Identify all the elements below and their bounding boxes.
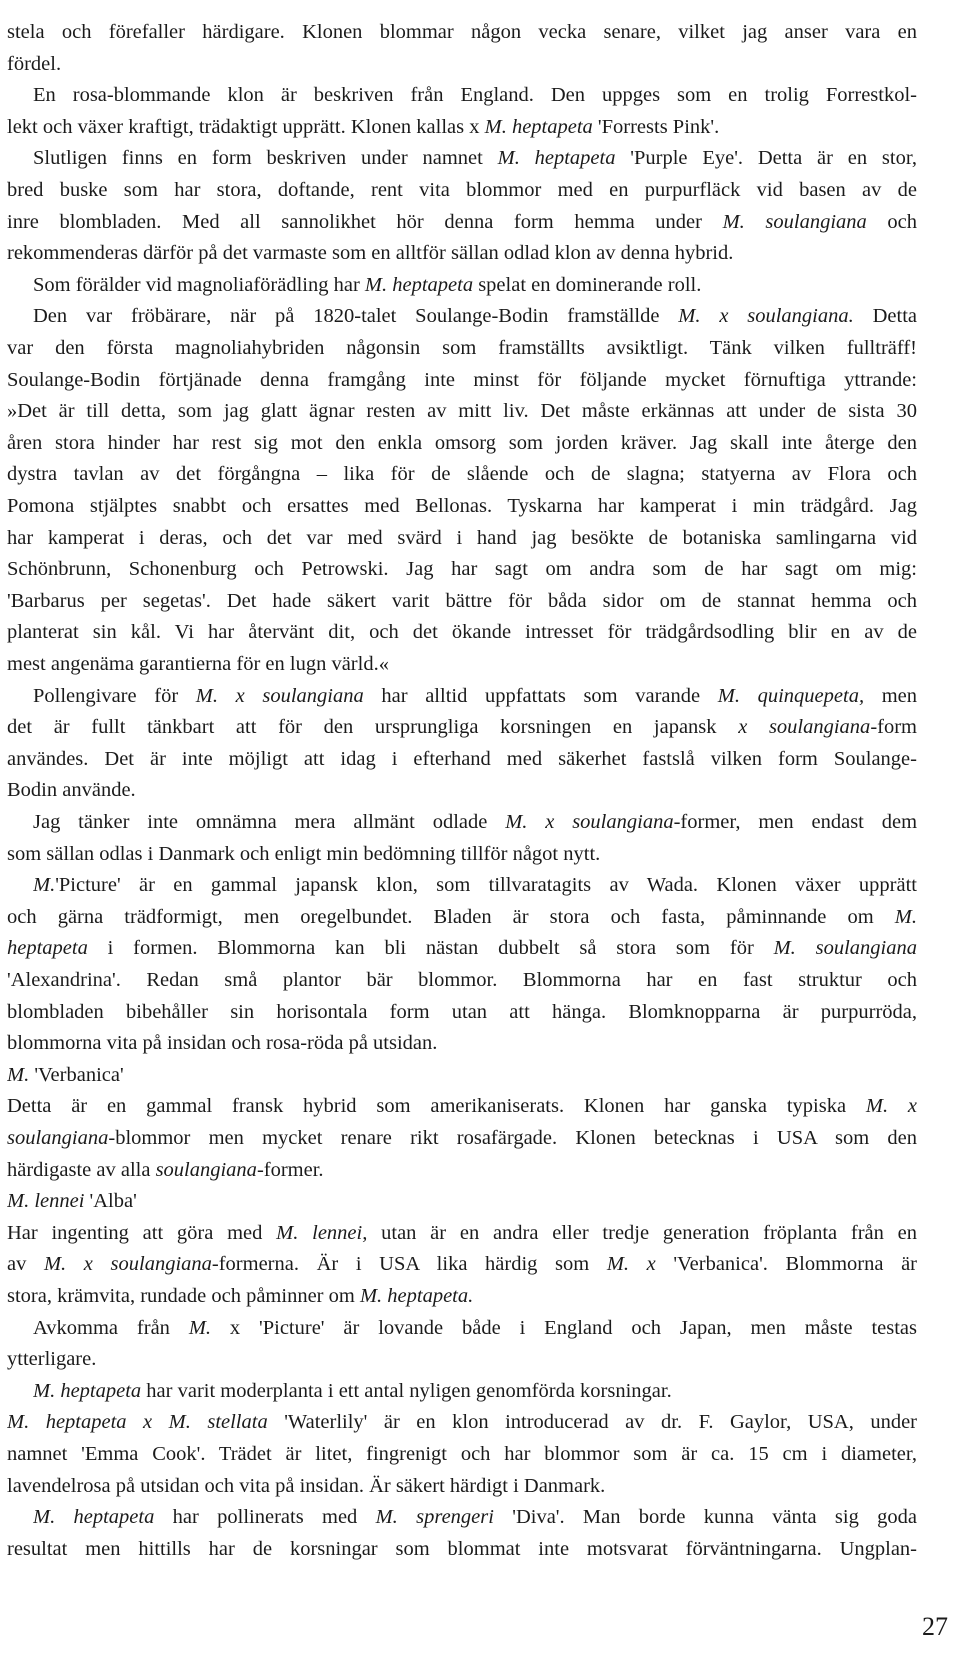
text-line: lavendelrosa på utsidan och vita på insidan. Är säkert härdigt i Danmark.: [7, 1474, 606, 1497]
text-line: heptapeta i formen. Blommorna kan bli nästan dubbelt så stora som för M. soulangiana: [7, 937, 917, 960]
text-line: det är fullt tänkbart att för den ursprungliga korsningen en japansk x soulangiana-form: [7, 716, 917, 739]
text-line: åren stora hinder har rest sig mot den enkla omsorg som jorden kräver. Jag skall inte återge den: [7, 431, 917, 454]
text-line: Avkomma från M. x 'Picture' är lovande både i England och Japan, men måste testas: [33, 1316, 917, 1339]
text-line: ytterligare.: [7, 1348, 97, 1371]
text-line: Har ingenting att göra med M. lennei, utan är en andra eller tredje generation fröplanta från en: [7, 1221, 917, 1244]
text-line: var den första magnoliahybriden någonsin som framställts avsiktligt. Tänk vilken fullträff!: [7, 337, 917, 359]
text-line: resultat men hittills har de korsningar som blommat inte motsvarat förväntningarna. Ungplan-: [7, 1537, 917, 1560]
text-line: planterat sin kål. Vi har återvänt dit, och det ökande intresset för trädgårdsodling blir en av de: [7, 621, 917, 644]
text-line: M. heptapeta har varit moderplanta i ett antal nyligen genomförda korsningar.: [33, 1379, 672, 1402]
text-line: M. lennei 'Alba': [7, 1190, 137, 1213]
text-line: dystra tavlan av det förgångna – lika för de slående och de slagna; statyerna av Flora och: [7, 463, 917, 486]
text-line: Detta är en gammal fransk hybrid som amerikaniserats. Klonen har ganska typiska M. x: [7, 1095, 917, 1118]
text-line: Bodin använde.: [7, 779, 136, 802]
text-line: Som förälder vid magnoliaförädling har M. heptapeta spelat en dominerande roll.: [33, 273, 702, 296]
text-line: blommorna vita på insidan och rosa-röda på utsidan.: [7, 1032, 438, 1055]
text-line: som sällan odlas i Danmark och enligt min bedömning tillför något nytt.: [7, 842, 601, 865]
text-line: M. heptapeta x M. stellata 'Waterlily' är en klon introducerad av dr. F. Gaylor, USA, under: [7, 1411, 917, 1434]
text-line: Pollengivare för M. x soulangiana har alltid uppfattats som varande M. quinquepeta, men: [33, 684, 917, 707]
text-line: Den var fröbärare, när på 1820-talet Soulange-Bodin framställde M. x soulangiana. Detta: [33, 305, 917, 328]
text-line: mest angenäma garantierna för en lugn värld.«: [7, 653, 389, 675]
text-line: En rosa-blommande klon är beskriven från England. Den uppges som en trolig Forrestkol-: [33, 84, 917, 107]
text-line: 'Alexandrina'. Redan små plantor bär blommor. Blommorna har en fast struktur och: [7, 969, 917, 991]
text-line: härdigaste av alla soulangiana-former.: [7, 1158, 324, 1181]
text-line: och gärna trädformigt, men oregelbundet. Bladen är stora och fasta, påminnande om M.: [7, 905, 917, 928]
text-line: stela och förefaller härdigare. Klonen blommar någon vecka senare, vilket jag anser vara en: [7, 21, 917, 43]
text-line: stora, krämvita, rundade och påminner om M. heptapeta.: [7, 1285, 474, 1307]
text-line: bred buske som har stora, doftande, rent vita blommor med en purpurfläck vid basen av de: [7, 179, 917, 201]
text-line: har kamperat i deras, och det var med svärd i hand jag besökte de botaniska samlingarna vid: [7, 526, 917, 549]
text-line: lekt och växer kraftigt, trädaktigt upprätt. Klonen kallas x M. heptapeta 'Forrests Pink'.: [7, 115, 720, 138]
text-line: användes. Det är inte möjligt att idag i efterhand med säkerhet fastslå vilken form Soulange-: [7, 747, 917, 770]
text-line: soulangiana-blommor men mycket renare rikt rosafärgade. Klonen betecknas i USA som den: [7, 1127, 917, 1149]
text-line: Schönbrunn, Schonenburg och Petrowski. Jag har sagt om andra som de har sagt om mig:: [7, 558, 917, 581]
text-line: »Det är till detta, som jag glatt ägnar resten av mitt liv. Det måste erkännas att under de sista 30: [7, 400, 917, 423]
text-line: blombladen bibehåller sin horisontala form utan att hänga. Blomknopparna är purpurröda,: [7, 1000, 917, 1023]
text-line: Slutligen finns en form beskriven under namnet M. heptapeta 'Purple Eye'. Detta är en stor,: [33, 147, 917, 170]
text-line: Jag tänker inte omnämna mera allmänt odlade M. x soulangiana-former, men endast dem: [33, 811, 917, 833]
text-line: M.'Picture' är en gammal japansk klon, som tillvaratagits av Wada. Klonen växer upprätt: [33, 874, 917, 897]
page-number: 27: [922, 1612, 948, 1641]
text-line: av M. x soulangiana-formerna. Är i USA lika härdig som M. x 'Verbanica'. Blommorna är: [7, 1253, 917, 1276]
text-line: 'Barbarus per segetas'. Det hade säkert varit bättre för båda sidor om de stannat hemma och: [7, 589, 917, 612]
text-line: rekommenderas därför på det varmaste som en alltför sällan odlad klon av denna hybrid.: [7, 242, 734, 265]
text-line: namnet 'Emma Cook'. Trädet är litet, fingrenigt och har blommor som är ca. 15 cm i diameter,: [7, 1443, 917, 1465]
text-line: inre blombladen. Med all sannolikhet hör denna form hemma under M. soulangiana och: [7, 210, 917, 233]
text-line: M. heptapeta har pollinerats med M. sprengeri 'Diva'. Man borde kunna vänta sig goda: [33, 1506, 917, 1529]
text-line: fördel.: [7, 52, 62, 75]
text-line: Soulange-Bodin förtjänade denna framgång inte minst för följande mycket förnuftiga yttrande:: [7, 368, 917, 391]
text-line: M. 'Verbanica': [7, 1063, 124, 1086]
text-line: Pomona stjälptes snabbt och ersattes med Bellonas. Tyskarna har kamperat i min trädgård. Jag: [7, 495, 917, 517]
